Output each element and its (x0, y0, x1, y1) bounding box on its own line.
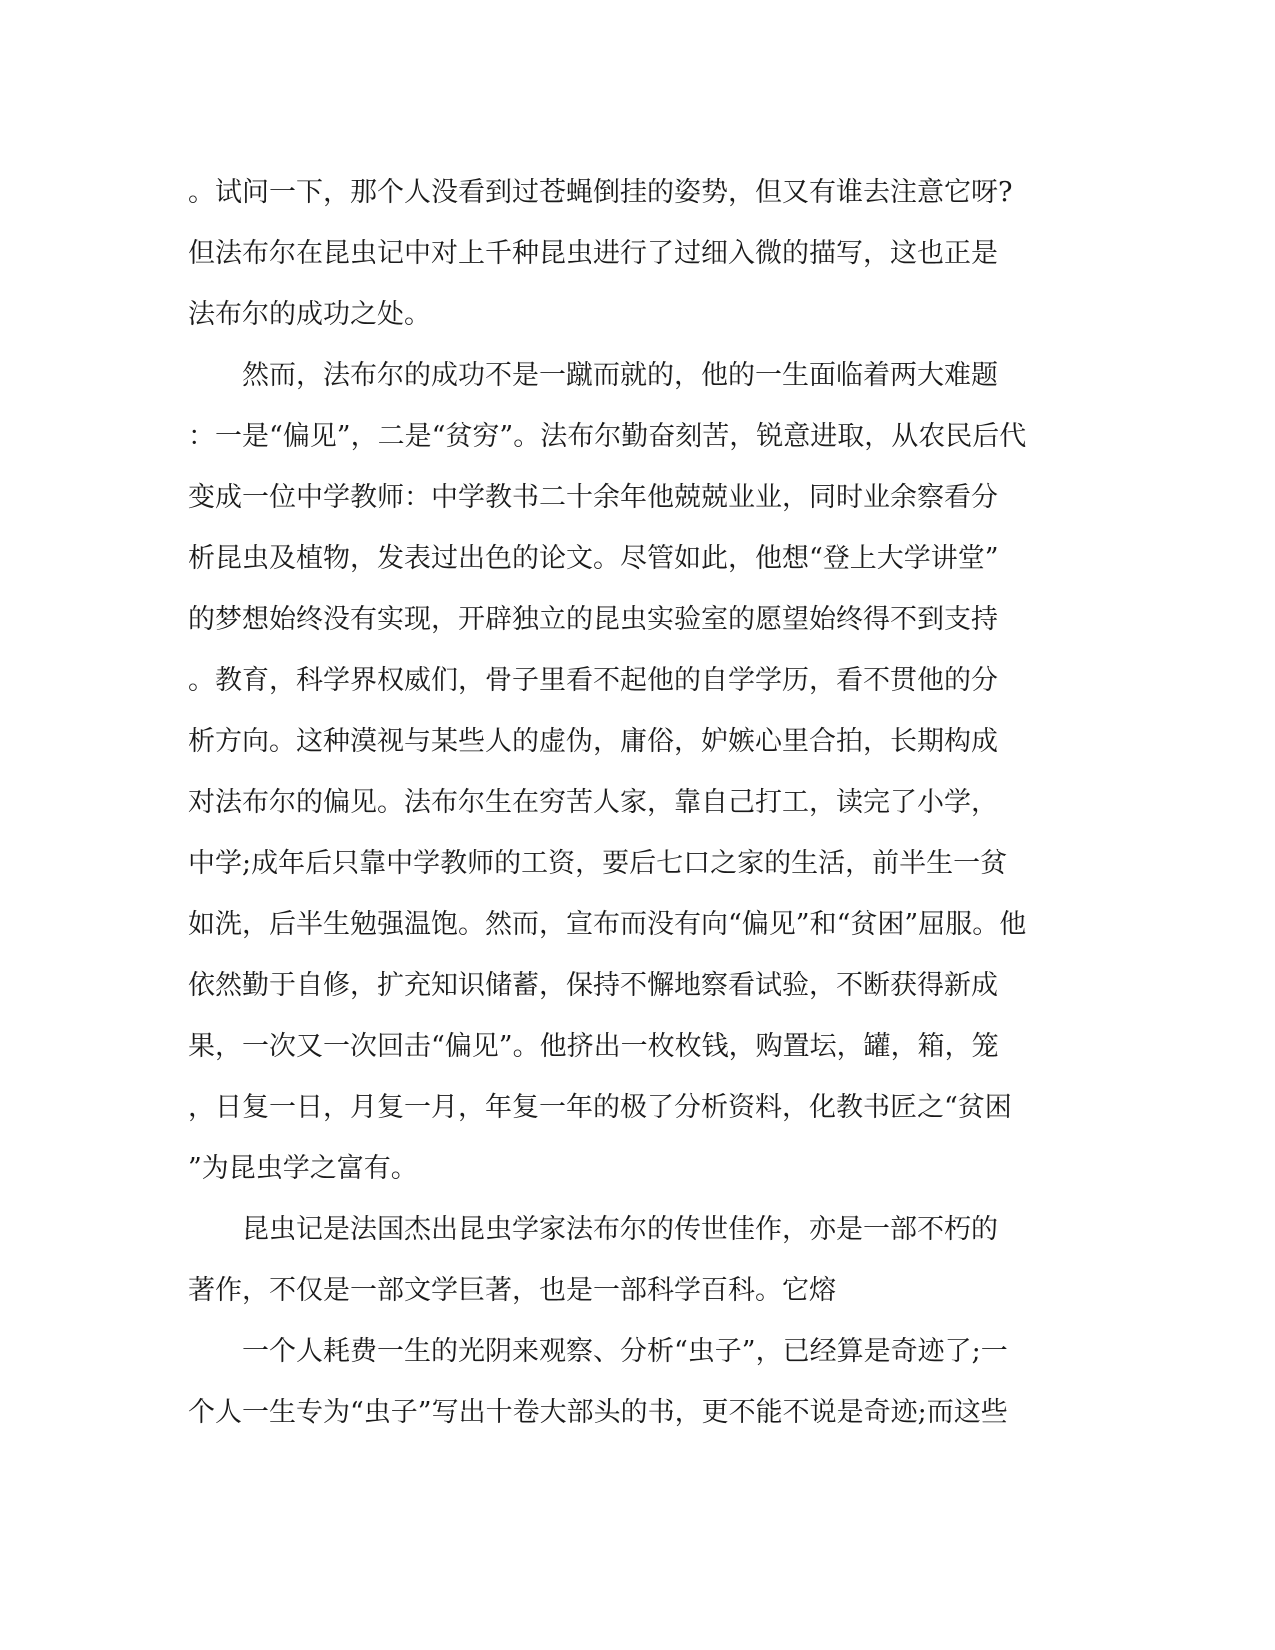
paragraph-start-line: 一个人耗费一生的光阴来观察、分析“虫子”，已经算是奇迹了;一 (188, 1336, 1008, 1367)
text-line: 依然勤于自修，扩充知识储蓄，保持不懈地察看试验，不断获得新成 (188, 970, 998, 1001)
text-line: 。教育，科学界权威们，骨子里看不起他的自学学历，看不贯他的分 (188, 665, 998, 696)
text-line: 的梦想始终没有实现，开辟独立的昆虫实验室的愿望始终得不到支持 (188, 604, 998, 635)
text-line: ，日复一日，月复一月，年复一年的极了分析资料，化教书匠之“贫困 (188, 1092, 1012, 1123)
text-line: 著作，不仅是一部文学巨著，也是一部科学百科。它熔 (188, 1275, 836, 1306)
text-line: 。试问一下，那个人没看到过苍蝇倒挂的姿势，但又有谁去注意它呀? (188, 177, 1013, 208)
text-line: 法布尔的成功之处。 (188, 299, 431, 330)
paragraph-start-line: 然而，法布尔的成功不是一蹴而就的，他的一生面临着两大难题 (188, 360, 998, 391)
text-line: 果，一次又一次回击“偏见”。他挤出一枚枚钱，购置坛，罐，箱，笼 (188, 1031, 999, 1062)
text-line: 中学;成年后只靠中学教师的工资，要后七口之家的生活，前半生一贫 (188, 848, 1008, 879)
text-line: 但法布尔在昆虫记中对上千种昆虫进行了过细入微的描写，这也正是 (188, 238, 998, 269)
text-line: 变成一位中学教师：中学教书二十余年他兢兢业业，同时业余察看分 (188, 482, 998, 513)
text-line: 析方向。这种漠视与某些人的虚伪，庸俗，妒嫉心里合拍，长期构成 (188, 726, 998, 757)
text-line: 个人一生专为“虫子”写出十卷大部头的书，更不能不说是奇迹;而这些 (188, 1397, 1008, 1428)
text-line: ：一是“偏见”，二是“贫穷”。法布尔勤奋刻苦，锐意进取，从农民后代 (188, 421, 1027, 452)
text-line: 如洗，后半生勉强温饱。然而，宣布而没有向“偏见”和“贫困”屈服。他 (188, 909, 1027, 940)
body-text (188, 162, 1088, 1443)
text-line: 析昆虫及植物，发表过出色的论文。尽管如此，他想“登上大学讲堂” (188, 543, 999, 574)
paragraph-start-line: 昆虫记是法国杰出昆虫学家法布尔的传世佳作，亦是一部不朽的 (188, 1214, 998, 1245)
text-line: 对法布尔的偏见。法布尔生在穷苦人家，靠自己打工，读完了小学， (188, 787, 998, 818)
text-line: ”为昆虫学之富有。 (188, 1153, 418, 1184)
